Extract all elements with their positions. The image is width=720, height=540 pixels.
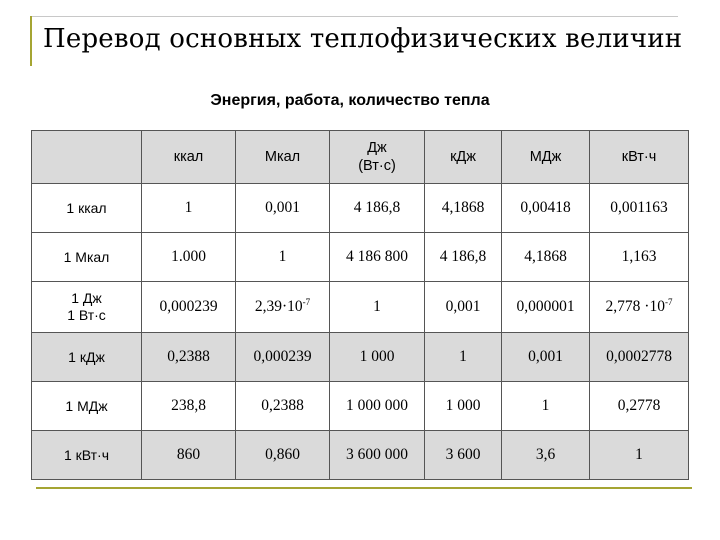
table-cell: 1.000 bbox=[142, 233, 236, 282]
table-cell: 0,001163 bbox=[590, 184, 689, 233]
column-header: Дж (Вт·с) bbox=[330, 131, 425, 184]
row-label: 1 ккал bbox=[32, 184, 142, 233]
table-cell: 0,2778 bbox=[590, 382, 689, 431]
conversion-table bbox=[31, 130, 689, 480]
table-cell: 1 bbox=[236, 233, 330, 282]
column-header: ккал bbox=[142, 131, 236, 184]
table-cell: 0,000001 bbox=[502, 282, 590, 333]
table-row bbox=[32, 382, 689, 431]
row-label: 1 Мкал bbox=[32, 233, 142, 282]
table-cell: 4 186,8 bbox=[425, 233, 502, 282]
column-header: МДж bbox=[502, 131, 590, 184]
table-cell: 0,0002778 bbox=[590, 333, 689, 382]
table-cell: 3 600 bbox=[425, 431, 502, 480]
table-caption: Энергия, работа, количество тепла bbox=[210, 92, 490, 109]
table-row bbox=[32, 333, 689, 382]
table-cell: 3 600 000 bbox=[330, 431, 425, 480]
column-header: кДж bbox=[425, 131, 502, 184]
column-header: кВт·ч bbox=[590, 131, 689, 184]
table-cell: 1 bbox=[142, 184, 236, 233]
table-cell: 4 186,8 bbox=[330, 184, 425, 233]
table-cell: 1 bbox=[425, 333, 502, 382]
table-cell: 4 186 800 bbox=[330, 233, 425, 282]
table-row bbox=[32, 184, 689, 233]
table-cell: $2,778 \cdot 10^{-7}$ bbox=[590, 282, 689, 333]
header-corner-cell bbox=[32, 131, 142, 184]
table-cell: 4,1868 bbox=[425, 184, 502, 233]
table-cell: $2,39\cdot 10^{-7}$ bbox=[236, 282, 330, 333]
table-cell: 0,001 bbox=[425, 282, 502, 333]
table-cell: 1 bbox=[330, 282, 425, 333]
table-row bbox=[32, 233, 689, 282]
table-cell: 0,000239 bbox=[142, 282, 236, 333]
table-cell: 1,163 bbox=[590, 233, 689, 282]
table-cell: 238,8 bbox=[142, 382, 236, 431]
row-label: 1 кДж bbox=[32, 333, 142, 382]
table-cell: 1 000 000 bbox=[330, 382, 425, 431]
table-cell: 0,000239 bbox=[236, 333, 330, 382]
row-label: 1 Дж 1 Вт·с bbox=[32, 282, 142, 333]
table-cell: 3,6 bbox=[502, 431, 590, 480]
column-header: Мкал bbox=[236, 131, 330, 184]
table-cell: 0,2388 bbox=[142, 333, 236, 382]
table-row bbox=[32, 431, 689, 480]
title-left-rule bbox=[30, 16, 32, 66]
bottom-rule bbox=[36, 487, 692, 489]
table-row bbox=[32, 282, 689, 333]
row-label: 1 кВт·ч bbox=[32, 431, 142, 480]
row-label: 1 МДж bbox=[32, 382, 142, 431]
table-cell: 860 bbox=[142, 431, 236, 480]
title-top-rule bbox=[30, 16, 678, 17]
table-cell: 0,001 bbox=[236, 184, 330, 233]
table-cell: 0,001 bbox=[502, 333, 590, 382]
table-cell: 0,00418 bbox=[502, 184, 590, 233]
table-cell: 4,1868 bbox=[502, 233, 590, 282]
slide-title: Перевод основных теплофизических величин bbox=[43, 24, 683, 54]
header-row bbox=[32, 131, 689, 184]
table-cell: 1 000 bbox=[330, 333, 425, 382]
table-cell: 0,2388 bbox=[236, 382, 330, 431]
table-cell: 1 000 bbox=[425, 382, 502, 431]
table-cell: 1 bbox=[590, 431, 689, 480]
table-cell: 1 bbox=[502, 382, 590, 431]
table-cell: 0,860 bbox=[236, 431, 330, 480]
